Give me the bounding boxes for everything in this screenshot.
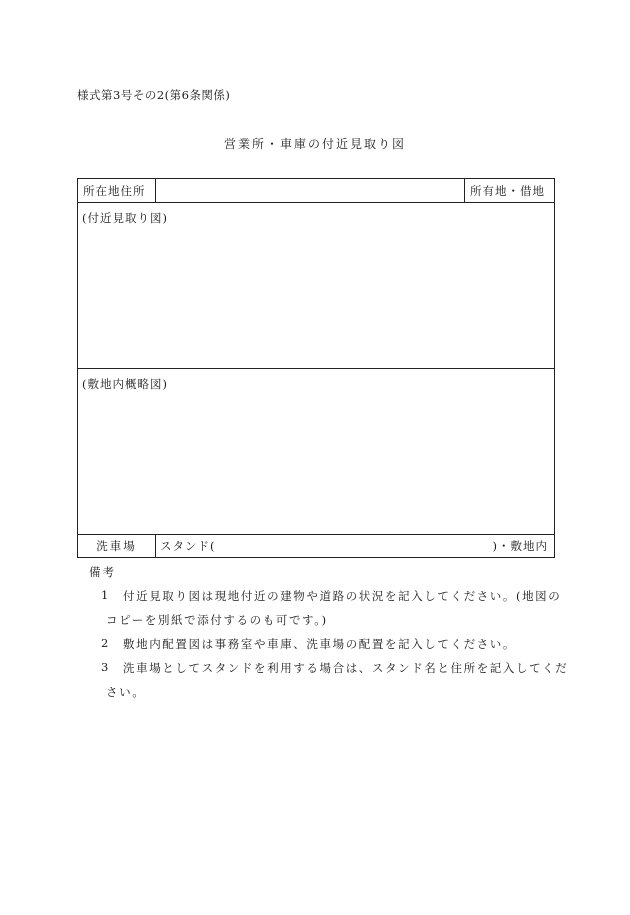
- vicinity-map-form-table: [77, 178, 555, 558]
- address-value-field[interactable]: [156, 179, 465, 202]
- note-1-line-1: 付近見取り図は現地付近の建物や道路の状況を記入してください。(地図の: [123, 589, 562, 603]
- premises-layout-section[interactable]: [78, 369, 554, 535]
- note-2-number: 2: [101, 636, 109, 650]
- note-3-number: 3: [101, 660, 109, 674]
- note-2-line-1: 敷地内配置図は事務室や車庫、洗車場の配置を記入してください。: [123, 637, 516, 651]
- note-3-line-1: 洗車場としてスタンドを利用する場合は、スタンド名と住所を記入してくだ: [123, 661, 569, 675]
- carwash-stand-field[interactable]: スタンド(: [160, 539, 216, 553]
- note-1-number: 1: [101, 588, 109, 602]
- carwash-label: 洗車場: [78, 535, 156, 557]
- vicinity-map-section[interactable]: [78, 203, 554, 369]
- address-row: [78, 179, 554, 203]
- carwash-onsite-label: )・敷地内: [492, 539, 548, 553]
- carwash-row: [78, 535, 554, 557]
- note-1-line-2: コピーを別紙で添付するのも可です。): [106, 613, 328, 627]
- document-title: 営業所・車庫の付近見取り図: [223, 137, 406, 151]
- premises-layout-label: (敷地内概略図): [82, 377, 168, 391]
- form-number: 様式第3号その2(第6条関係): [77, 88, 231, 102]
- vicinity-map-label: (付近見取り図): [82, 211, 168, 225]
- ownership-type-label: 所有地・借地: [470, 183, 545, 198]
- note-3-line-2: さい。: [106, 685, 146, 699]
- remarks-heading: 備考: [89, 565, 116, 579]
- address-label: 所在地住所: [78, 179, 156, 202]
